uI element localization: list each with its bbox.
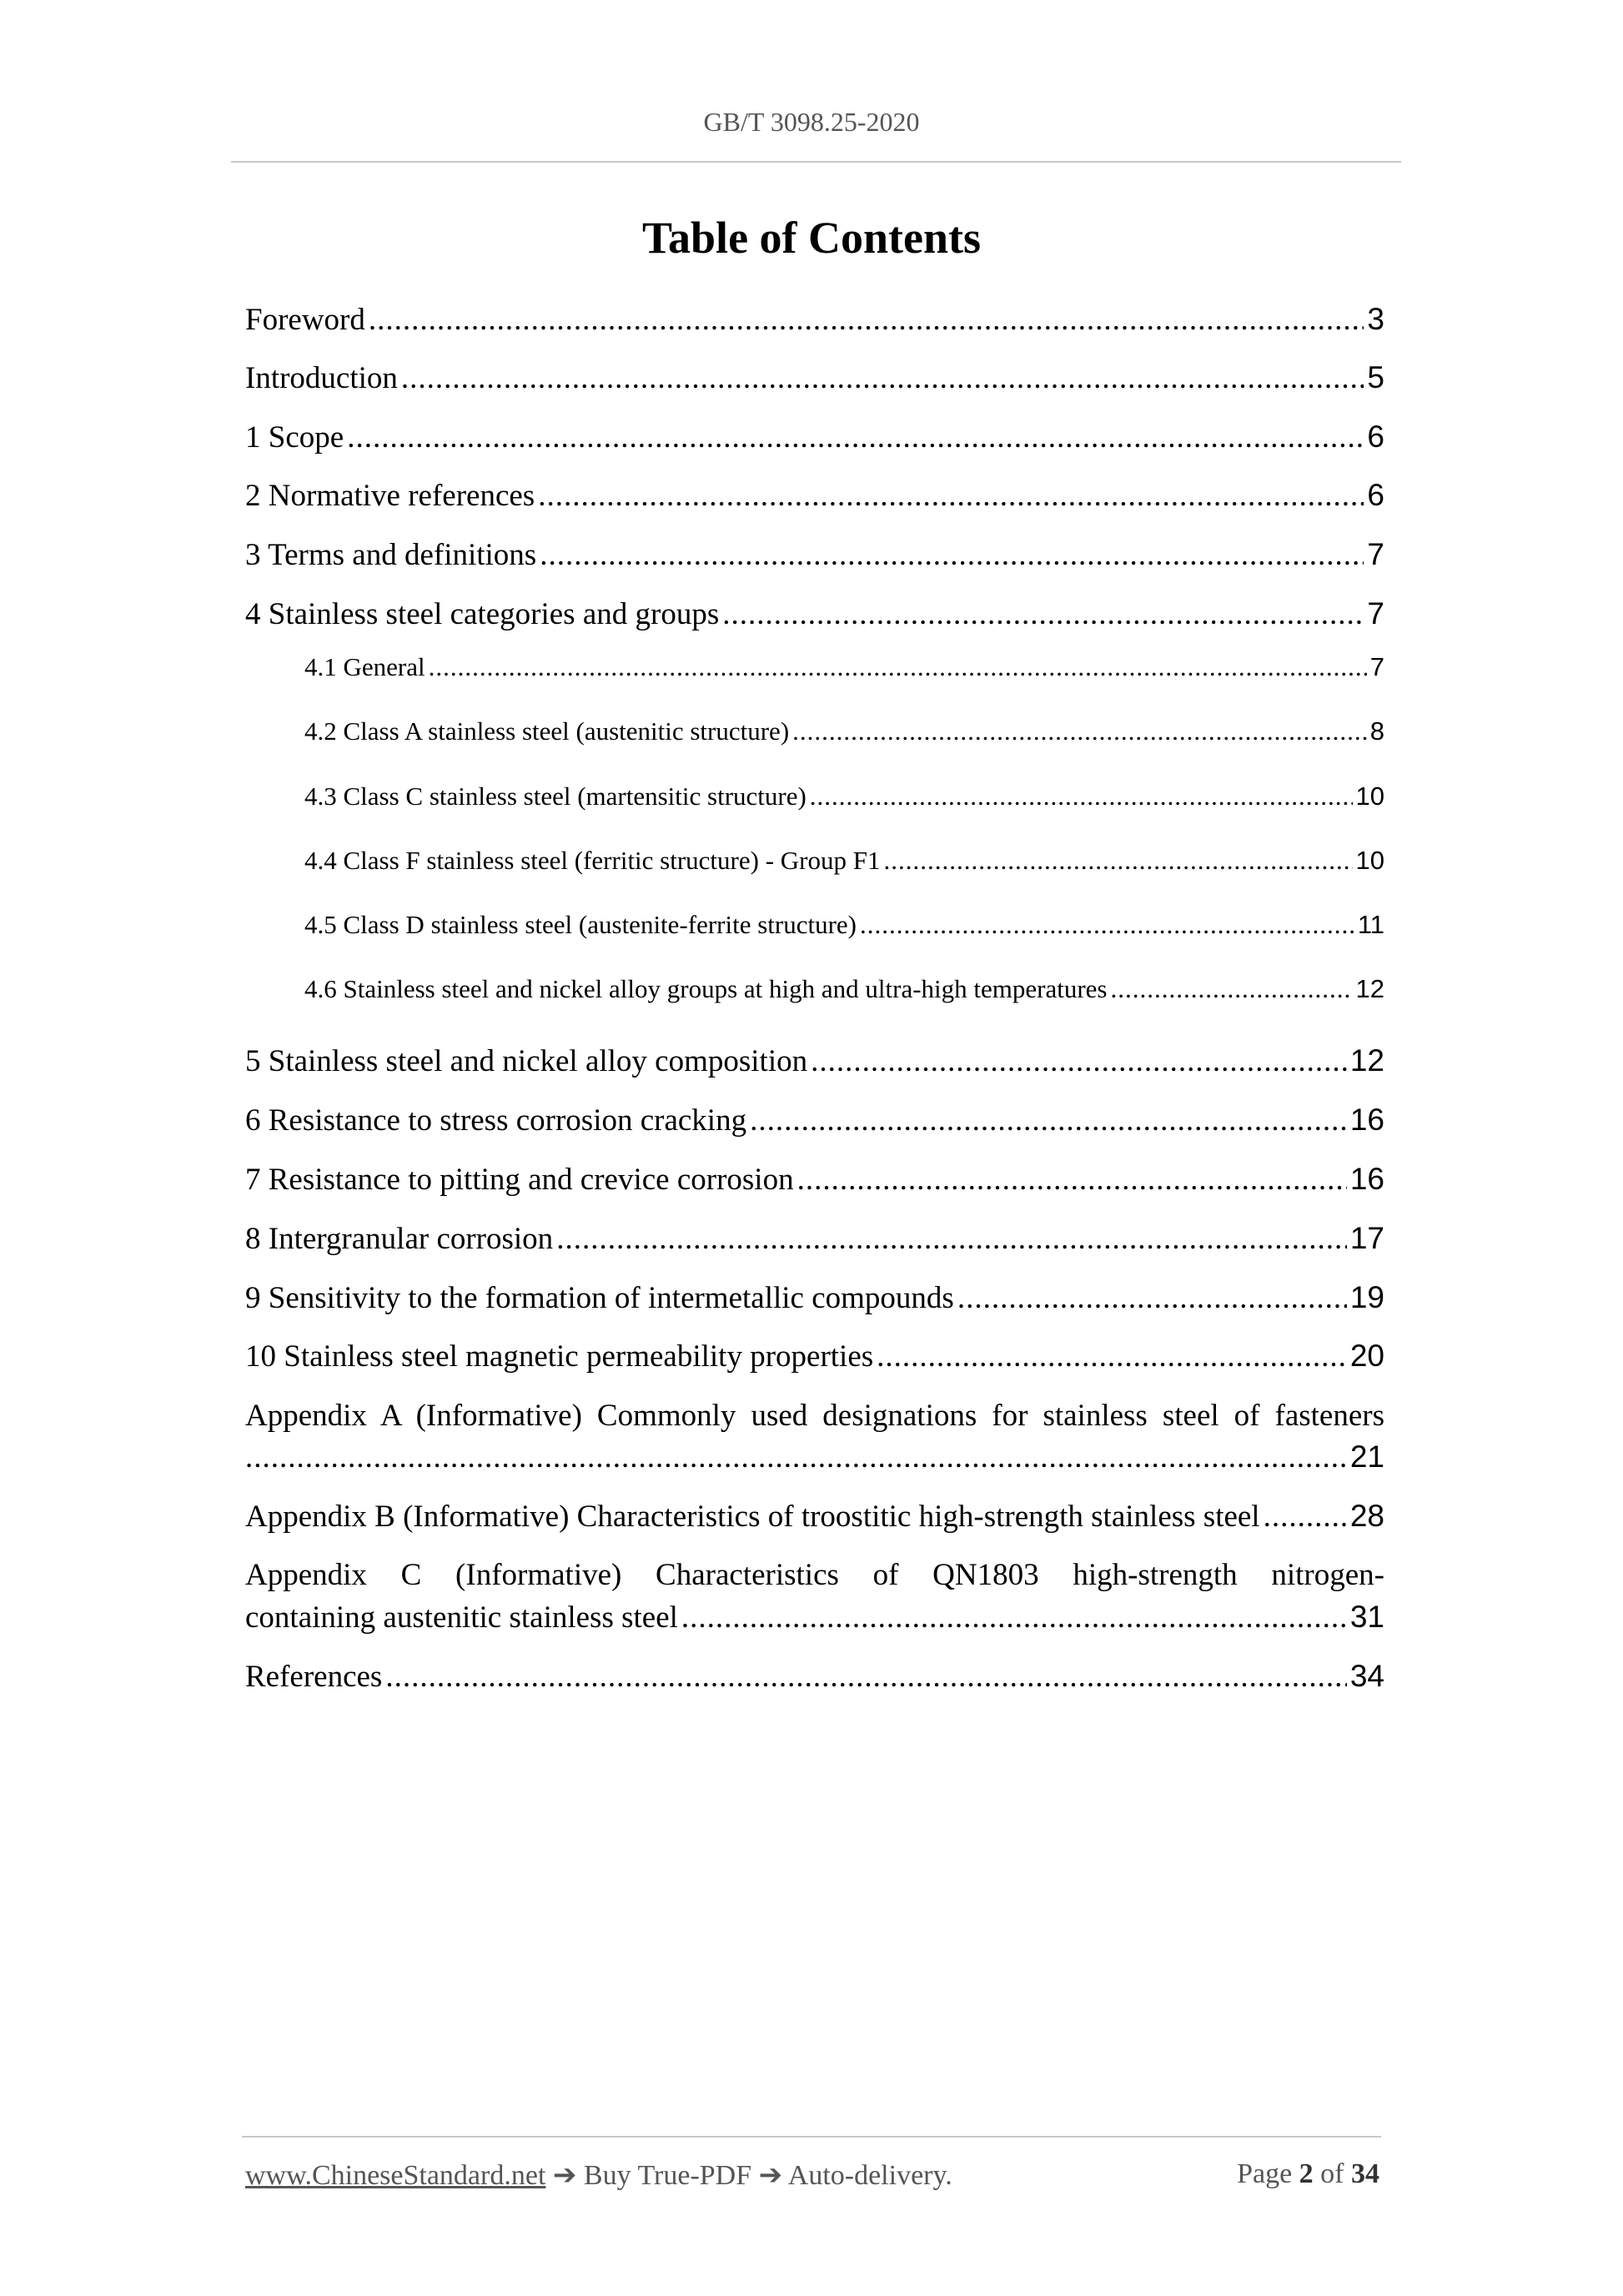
toc-entry-intermetallic[interactable] [245, 1280, 1384, 1322]
dot-leader [722, 596, 1364, 632]
toc-subentry-4-4[interactable] [304, 846, 1384, 882]
toc-entry-magnetic[interactable] [245, 1339, 1384, 1380]
toc-page: 11 [1357, 910, 1384, 939]
footer-divider [242, 2136, 1381, 2138]
toc-entry-terms-definitions[interactable] [245, 537, 1384, 579]
toc-page: 28 [1349, 1499, 1384, 1533]
toc-entry-scope[interactable] [245, 420, 1384, 461]
toc-label: References [245, 1660, 383, 1694]
toc-label: Appendix A (Informative) Commonly used designations for stainless steel of fasteners [245, 1399, 1384, 1433]
toc-label-line1: Appendix C (Informative) Characteristics of QN1803 high-strength nitrogen- [245, 1558, 1384, 1592]
toc-page: 10 [1355, 781, 1384, 811]
arrow-icon: ➔ [758, 2160, 783, 2191]
arrow-icon: ➔ [552, 2160, 577, 2191]
toc-label: 4.3 Class C stainless steel (martensitic structure) [304, 781, 806, 811]
current-page: 2 [1299, 2158, 1314, 2189]
toc-label: Foreword [245, 303, 365, 337]
toc-subentry-4-2[interactable] [304, 716, 1384, 753]
dot-leader [860, 910, 1354, 940]
dot-leader [556, 1221, 1347, 1257]
toc-page: 19 [1349, 1280, 1384, 1314]
toc-page: 20 [1349, 1339, 1384, 1373]
dot-leader [792, 716, 1367, 746]
buy-pdf-text: Buy True-PDF [583, 2160, 752, 2191]
toc-entry-appendix-c[interactable] [245, 1557, 1384, 1593]
auto-delivery-text: Auto-delivery. [787, 2160, 952, 2191]
toc-label: 4.6 Stainless steel and nickel alloy groups at high and ultra-high temperatures [304, 974, 1108, 1003]
toc-page: 17 [1349, 1221, 1384, 1255]
toc-entry-references[interactable] [245, 1659, 1384, 1701]
dot-leader [750, 1103, 1347, 1138]
dot-leader [245, 1439, 1347, 1475]
toc-page: 34 [1349, 1659, 1384, 1693]
toc-label: 4.1 General [304, 652, 425, 681]
toc-page: 10 [1355, 846, 1384, 875]
page-title: Table of Contents [641, 213, 982, 263]
toc-page: 12 [1355, 974, 1384, 1003]
toc-label: 4.5 Class D stainless steel (austenite-ferrite structure) [304, 910, 857, 939]
toc-page: 6 [1367, 478, 1384, 512]
total-pages: 34 [1351, 2158, 1379, 2189]
toc-entry-appendix-a[interactable] [245, 1398, 1384, 1434]
toc-entry-appendix-b[interactable] [245, 1499, 1384, 1540]
dot-leader [347, 420, 1364, 455]
toc-subentry-4-3[interactable] [304, 781, 1384, 818]
toc-label-line2: containing austenitic stainless steel [245, 1600, 678, 1635]
dot-leader [401, 360, 1364, 396]
dot-leader [540, 537, 1364, 573]
toc-page: 21 [1349, 1439, 1384, 1474]
dot-leader [877, 1339, 1347, 1374]
toc-page: 8 [1369, 716, 1384, 746]
dot-leader [369, 302, 1364, 338]
dot-leader [681, 1600, 1347, 1635]
dot-leader [538, 478, 1364, 514]
toc-page: 5 [1367, 360, 1384, 394]
toc-label: Introduction [245, 361, 398, 395]
toc-entry-foreword[interactable] [245, 302, 1384, 344]
page-word: Page [1237, 2158, 1293, 2189]
toc-page: 16 [1349, 1103, 1384, 1137]
toc-entry-appendix-c-line2[interactable] [245, 1600, 1384, 1641]
toc-label: 1 Scope [245, 420, 344, 455]
toc-label: 4.2 Class A stainless steel (austenitic structure) [304, 716, 790, 746]
dot-leader [429, 652, 1367, 682]
toc-label: 4.4 Class F stainless steel (ferritic structure) - Group F1 [304, 846, 881, 875]
dot-leader [1110, 974, 1352, 1004]
toc-entry-pitting-crevice[interactable] [245, 1162, 1384, 1203]
toc-label: 9 Sensitivity to the formation of intermetallic compounds [245, 1281, 954, 1315]
toc-page: 3 [1367, 302, 1384, 336]
dot-leader [957, 1280, 1347, 1316]
toc-subentry-4-6[interactable] [304, 974, 1384, 1011]
of-word: of [1320, 2158, 1344, 2189]
footer-promo [245, 2158, 952, 2192]
site-link[interactable]: www.ChineseStandard.net [245, 2160, 546, 2191]
toc-subentry-4-1[interactable] [304, 652, 1384, 689]
dot-leader [1264, 1499, 1347, 1535]
toc-label: 2 Normative references [245, 479, 535, 513]
page-indicator [1237, 2158, 1379, 2190]
document-header: GB/T 3098.25-2020 [703, 107, 920, 137]
toc-label: 10 Stainless steel magnetic permeability properties [245, 1339, 874, 1374]
toc-page: 12 [1349, 1043, 1384, 1078]
toc-subentry-4-5[interactable] [304, 910, 1384, 947]
toc-label: 4 Stainless steel categories and groups [245, 597, 720, 631]
toc-entry-appendix-a-leader[interactable] [245, 1439, 1384, 1481]
header-divider [231, 161, 1401, 163]
toc-entry-introduction[interactable] [245, 360, 1384, 402]
toc-page: 7 [1367, 537, 1384, 571]
toc-page: 7 [1367, 596, 1384, 631]
dot-leader [810, 781, 1353, 811]
toc-entry-intergranular[interactable] [245, 1221, 1384, 1263]
toc-entry-categories-groups[interactable] [245, 596, 1384, 638]
toc-label: 5 Stainless steel and nickel alloy composition [245, 1044, 808, 1078]
toc-label: 7 Resistance to pitting and crevice corrosion [245, 1163, 794, 1197]
toc-entry-stress-corrosion[interactable] [245, 1103, 1384, 1144]
dot-leader [883, 846, 1352, 876]
toc-label: 6 Resistance to stress corrosion cracking [245, 1103, 747, 1138]
toc-entry-composition[interactable] [245, 1043, 1384, 1085]
toc-page: 6 [1367, 420, 1384, 454]
dot-leader [797, 1162, 1347, 1198]
toc-entry-normative-references[interactable] [245, 478, 1384, 520]
dot-leader [811, 1043, 1347, 1079]
toc-label: 3 Terms and definitions [245, 538, 537, 572]
toc-page: 7 [1369, 652, 1384, 681]
toc-page: 31 [1349, 1600, 1384, 1634]
toc-page: 16 [1349, 1162, 1384, 1196]
toc-label: 8 Intergranular corrosion [245, 1222, 554, 1256]
toc-label: Appendix B (Informative) Characteristics of troostitic high-strength stainless steel [245, 1500, 1260, 1534]
dot-leader [385, 1659, 1347, 1695]
